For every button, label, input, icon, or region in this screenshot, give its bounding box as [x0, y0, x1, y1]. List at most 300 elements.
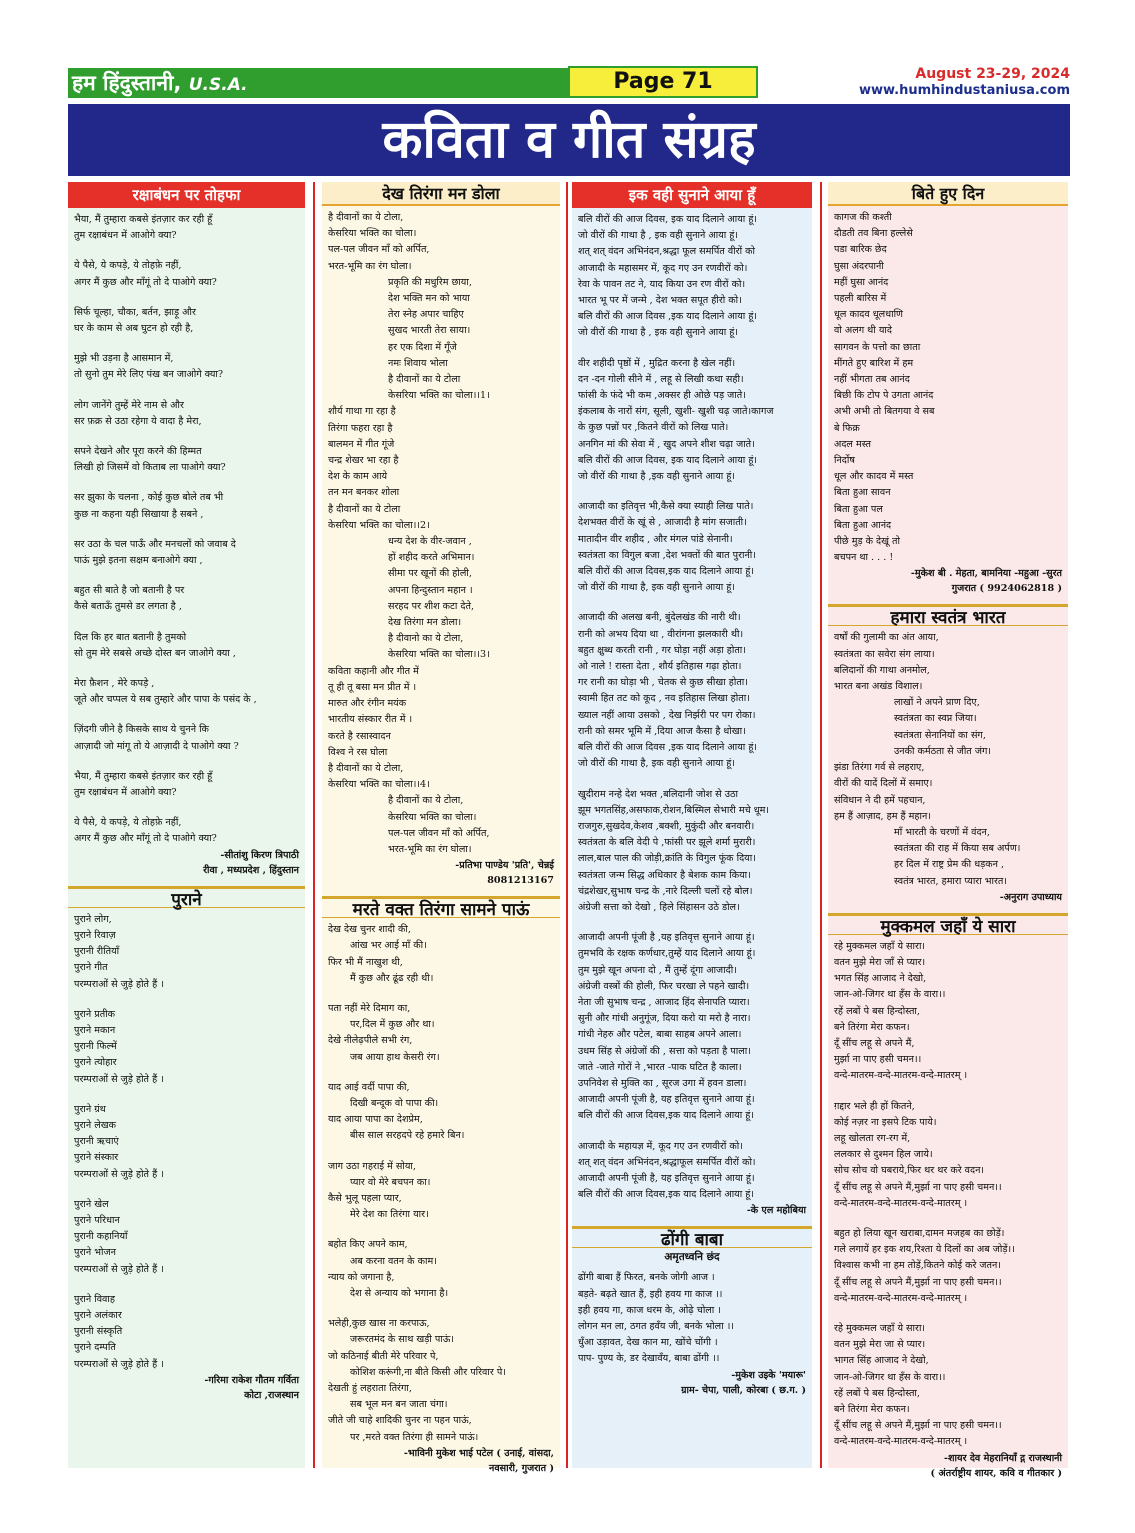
- poem-line: कैसे भुलू पहला प्यार,: [328, 1192, 402, 1204]
- poem-line: आजादी अपनी पूंजी है ,यह इतिवृत्त सुनाने आया हूं।: [578, 932, 755, 944]
- poem-line: विश्व ने रस घोला: [328, 746, 388, 758]
- poem-line: परम्पराओं से जुड़े होते हैं ।: [74, 1168, 164, 1180]
- poem-line: पुराने लेखक: [74, 1119, 116, 1131]
- poem-line: देश से अन्याय को भगाना है।: [350, 1287, 449, 1299]
- stanza-gap: [74, 476, 299, 490]
- poem-line: पुराने भोजन: [74, 1247, 116, 1259]
- poem-line: जान-ओ-जिगर था हँस के वारा।।: [834, 1371, 946, 1383]
- poem-line: घर के काम से अब घुटन हो रही है,: [74, 323, 194, 335]
- poem-line: लहू खोलता रग-रग में,: [834, 1132, 911, 1144]
- poem-line: नहीं भीगता तब आनंद: [834, 374, 910, 386]
- poem-line: बलि वीरों की आज दिवस,इक याद दिलाने आया हूं।: [578, 1110, 755, 1122]
- poem-line: पुराने ग्रंथ: [74, 1103, 106, 1115]
- poem-line: बहोत किए अपने काम,: [328, 1239, 408, 1251]
- poem-line: दूँ सींच लहू से अपने मैं,मुर्झा ना पाए हसी चमन।।: [834, 1420, 1002, 1432]
- poem-line: भैया, मैं तुम्हारा कबसे इंतज़ार कर रही हूँ: [74, 770, 213, 782]
- brand-hindi: हम हिंदुस्तानी,: [72, 71, 182, 95]
- poem-line: हम हैं आज़ाद, हम हैं महान।: [834, 810, 931, 822]
- poem-line: बहुत क्षुब्ध करती रानी , गर घोड़ा नहीं अड़ा होता।: [578, 644, 746, 656]
- poem-line: नमः शिवाय भोला: [388, 357, 448, 369]
- poem-line: रहे मुक्कमल जहाँ ये सारा।: [834, 1322, 926, 1334]
- poem-line: ढोंगी बाबा हैं फिरत, बनके जोगी आज ।: [578, 1272, 715, 1284]
- poem-line: स्वतंत्रता का सवेरा संग लाया।: [834, 648, 935, 660]
- poem-line: पर ,मरते वक्त तिरंगा ही सामने पाऊं।: [350, 1431, 479, 1443]
- section-gap: [322, 1476, 560, 1484]
- column-divider: [313, 182, 315, 1468]
- column-1: [68, 182, 305, 1468]
- poem-line: परम्पराओं से जुड़े होते हैं ।: [74, 1073, 164, 1085]
- poem-line: सुनी और गांधी अनुगूंज, दिया करो या मरो है नारा।: [578, 1013, 751, 1025]
- poem-line: बहुत हो लिया खून खराबा,दामन मजहब का छोड़ें।: [834, 1227, 1005, 1239]
- poem-line: जो कठिनाई बीती मेरे परिवार पे,: [328, 1350, 439, 1362]
- poem-line: जूते और चप्पल ये सब तुम्हारे और पापा के पसंद के ,: [74, 694, 257, 706]
- poem-line: बीस साल सरहदपे रहे हमारे बिन।: [350, 1130, 465, 1142]
- poem-line: हर दिल में राष्ट्र प्रेम की धड़कन ,: [894, 859, 1005, 871]
- poem-line: रहें लबों पे बस हिन्दोस्ता,: [834, 1005, 920, 1017]
- stanza-gap: [74, 755, 299, 769]
- poem-line: दन -दन गोली सीने में , लहू से लिखी कथा सही।: [578, 373, 744, 385]
- poem-title: बिते हुए दिन: [828, 182, 1068, 206]
- poem-body: [322, 206, 560, 858]
- poem-line: रानी को अभय दिया था , वीरांगना झलकारी थी।: [578, 628, 744, 640]
- stanza-gap: [74, 1183, 299, 1197]
- poem-line: पुराने गीत: [74, 962, 108, 974]
- poem-line: भैया, मैं तुम्हारा कबसे इंतज़ार कर रही हूँ: [74, 214, 213, 225]
- poem-line: पुरानी कहानियाँ: [74, 1231, 128, 1243]
- poem-line: पीछे मुड़ के देखूं तो: [834, 536, 900, 548]
- poem-subtitle: अमृतध्वनि छंद: [664, 1251, 720, 1264]
- poem-section: [68, 886, 305, 1411]
- poem-author: गुजरात ( 9924062818 ): [951, 583, 1062, 595]
- poem-line: प्यार वो मेरे बचपन का।: [350, 1176, 431, 1188]
- poem-line: बलि वीरों की आज दिवस ,इक याद दिलाने आया हूं।: [578, 742, 758, 754]
- poem-author: -भाविनी मुकेश भाई पटेल ( उनाई, वांसदा,: [403, 1447, 554, 1459]
- poem-line: पहली बारिस में: [834, 293, 887, 305]
- poem-line: बचपन था . . . !: [834, 552, 894, 564]
- poem-line: पुरानी ऋचाएं: [74, 1136, 119, 1148]
- poem-line: पल-पल जीवन माँ को अर्पित,: [328, 244, 430, 256]
- poem-line: बलि वीरों की आज दिवस,इक याद दिलाने आया हूं।: [578, 1189, 755, 1201]
- column-2: [322, 182, 560, 1474]
- poem-line: जब आया हाथ केसरी रंग।: [350, 1051, 440, 1063]
- poem-body: [828, 935, 1068, 1451]
- poem-line: इंकलाब के नारों संग, सूली, खुशी- खुशी चढ़ जाते।कागज: [578, 406, 774, 418]
- poem-line: हों शहीद करते अभिमान।: [388, 552, 475, 564]
- poem-section: [572, 182, 812, 1226]
- poem-line: लाल,बाल पाल की जोड़ी,क्रांति के विगुल फूंक दिया।: [578, 853, 756, 865]
- stanza-gap: [834, 1307, 1062, 1321]
- poem-line: वर्षों की गुलामी का अंत आया,: [834, 632, 939, 644]
- poem-line: केसरिया भक्ति का चोला।।2।: [328, 519, 430, 531]
- poem-line: सरहद पर शीश कटा देते,: [388, 600, 475, 612]
- poem-line: है दीवानों का ये टोला: [328, 503, 401, 515]
- poem-line: सपने देखने और पूरा करने की हिम्मत: [74, 446, 202, 458]
- poem-line: देशभक्त वीरों के खूं से , आजादी है मांग सजाती।: [578, 517, 747, 529]
- poem-line: फांसी के फंदे भी कम ,अक्सर ही ओछे पड़ जाते।: [578, 390, 746, 402]
- poem-line: भरत-भूमि का रंग घोला।: [328, 260, 412, 272]
- stanza-gap: [74, 569, 299, 583]
- stanza-gap: [74, 523, 299, 537]
- poem-line: माँ भारती के चरणों में वंदन,: [894, 826, 990, 838]
- poem-line: देख देख चुनर शादी की,: [328, 924, 411, 936]
- poem-author: -मुकेश उइके 'मयारू': [731, 1369, 806, 1381]
- poem-line: दूँ सींच लहू से अपने मैं,: [834, 1037, 915, 1049]
- poem-line: अब करना वतन के काम।: [350, 1255, 437, 1267]
- poem-author: -अनुराग उपाध्याय: [999, 891, 1062, 903]
- poem-line: देश भक्ति मन को भाया: [388, 293, 470, 305]
- poem-body: [828, 626, 1068, 889]
- poem-line: लाखों ने अपने प्राण दिए,: [894, 697, 980, 709]
- poem-title: मुक्कमल जहाँ ये सारा: [828, 913, 1068, 935]
- poem-body: [572, 208, 812, 1203]
- page-number: Page 71: [568, 66, 758, 98]
- poem-line: बने तिरंगा मेरा कफन।: [834, 1021, 910, 1033]
- poem-line: कुछ ना कहना यही सिखाया है सबने ,: [74, 508, 204, 520]
- poem-line: महीं घुसा आनंद: [834, 276, 889, 288]
- poem-line: वन्दे-मातरम-वन्दे-मातरम-वन्दे-मातरम् ।: [834, 1292, 968, 1304]
- section-gap: [828, 905, 1068, 913]
- poem-title: मरते वक्त तिरंगा सामने पाऊं: [322, 896, 560, 918]
- issue-date: August 23-29, 2024: [915, 66, 1070, 82]
- poem-line: अपना हिन्दुस्तान महान ।: [388, 584, 473, 596]
- poem-line: अगर मैं कुछ और माँगूं तो दे पाओगे क्या?: [74, 276, 217, 288]
- poem-line: भगत सिंह आजाद ने देखो,: [834, 973, 927, 985]
- poem-line: मुझे भी उड़ना है आसमान में,: [74, 353, 174, 365]
- stanza-gap: [578, 596, 806, 610]
- poem-line: पुराने लोग,: [74, 913, 112, 925]
- poem-line: धन्य देश के वीर-जवान ,: [388, 536, 472, 548]
- poem-line: अनगिन मां की सेवा में , खुद अपने शीश चढ़ा जाते।: [578, 438, 755, 450]
- brand-name: [68, 68, 604, 98]
- poem-line: जान-ओ-जिगर था हँस के वारा।।: [834, 989, 946, 1001]
- poem-line: के कुछ पन्नों पर ,कितने वीरों को लिख पाते।: [578, 422, 729, 434]
- poem-line: धुँआ उड़ावत, देख कान मा, खोंचे चोंगी ।: [578, 1337, 718, 1349]
- stanza-gap: [578, 916, 806, 930]
- poem-line: है दीवानों का ये टोला: [388, 374, 461, 386]
- poem-line: वीर शहीदी पृष्ठों में , मुद्रित करना है खेल नहीं।: [578, 357, 736, 369]
- poem-line: आजादी के महासमर में, कूद गए उन रणवीरों को।: [578, 262, 748, 274]
- section-gap: [322, 888, 560, 896]
- poem-section: [322, 182, 560, 896]
- poem-line: स्वतंत्रता का विगुल बजा ,देश भक्तों की बात पुरानी।: [578, 549, 756, 561]
- poem-author: 8081213167: [487, 875, 554, 887]
- column-4: [828, 182, 1068, 1479]
- poem-line: वन्दे-मातरम-वन्दे-मातरम-वन्दे-मातरम् ।: [834, 1070, 968, 1082]
- poem-line: सुखद भारती तेरा साया।: [388, 325, 471, 337]
- poem-line: स्वतंत्रता जन्म सिद्ध अधिकार है बेशक काम किया।: [578, 869, 751, 881]
- poem-line: उधम सिंह से अंग्रेजों की , सत्ता को पड़ता है पाला।: [578, 1045, 751, 1057]
- poem-line: वो अलग थी यादे: [834, 325, 892, 337]
- poem-body: [828, 206, 1068, 566]
- poem-line: हर एक दिशा में गूँजे: [388, 341, 457, 353]
- poem-title: हमारा स्वतंत्र भारत: [828, 604, 1068, 626]
- poem-line: तिरंगा फहरा रहा है: [328, 422, 393, 434]
- section-banner: कविता व गीत संग्रह: [68, 104, 1070, 176]
- poem-title: रक्षाबंधन पर तोहफा: [68, 182, 305, 208]
- poem-line: जो वीरों की गाथा है , इक वही सुनाने आया हूं।: [578, 230, 739, 242]
- poem-line: जो वीरों की गाथा है, इक वही सुनाने आया हूं।: [578, 582, 735, 594]
- poem-line: परम्पराओं से जुड़े होते हैं ।: [74, 1358, 164, 1370]
- poem-line: ललकार से दुश्मन हिल जाये।: [834, 1149, 933, 1161]
- poem-line: पल-पल जीवन माँ को अर्पित,: [388, 827, 490, 839]
- poem-line: सर फ़क्र से उठा रहेगा ये वादा है मेरा,: [74, 415, 202, 427]
- poem-line: आंख भर आई माँ की।: [350, 940, 427, 952]
- poem-line: जो वीरों की गाथा है , इक वही सुनाने आया हूं।: [578, 327, 739, 339]
- stanza-gap: [74, 384, 299, 398]
- poem-author: -शायर देव मेहरानियाँ द्ग राजस्थानी: [944, 1452, 1062, 1464]
- poem-line: झूम भगतसिंह,असफाक,रोशन,बिस्मिल सेभारी मचे धूम।: [578, 804, 769, 816]
- poem-line: केसरिया भक्ति का चोला।।3।: [388, 649, 490, 661]
- poem-author: रीवा , मध्यप्रदेश , हिंदुस्तान: [203, 864, 299, 876]
- poem-body: [572, 1266, 812, 1367]
- poem-line: तुम रक्षाबंधन में आओगे क्या?: [74, 787, 177, 799]
- stanza-gap: [328, 1302, 554, 1316]
- section-gap: [68, 878, 305, 886]
- stanza-gap: [328, 1066, 554, 1080]
- stanza-gap: [578, 342, 806, 356]
- poem-line: इही हवय गा, काज धरम के, ओढ़े चोला ।: [578, 1304, 721, 1316]
- poem-line: घुसा अंदरपानी: [834, 260, 884, 272]
- poem-line: चन्द्र शेखर भा रहा है: [328, 455, 399, 467]
- poem-line: जाते -जाते गोरों ने ,भारत -पाक घटित है काला।: [578, 1061, 742, 1073]
- poem-line: लोग जानेंगे तुम्हें मेरे नाम से और: [74, 399, 184, 411]
- brand-usa: U.S.A.: [188, 75, 248, 95]
- poem-line: केसरिया भक्ति का चोला।: [388, 811, 477, 823]
- poem-line: करते है रसास्वादन: [328, 730, 391, 742]
- poem-line: पुरानी फिल्में: [74, 1041, 117, 1053]
- poem-line: सो तुम मेरे सबसे अच्छे दोस्त बन जाओगे क्या ,: [74, 647, 236, 659]
- poem-line: पुरानी संस्कृति: [74, 1326, 123, 1338]
- poem-line: दिल कि हर बात बतानी है तुमको: [74, 631, 187, 643]
- poem-line: भागत सिंह आजाद ने देखो,: [834, 1355, 929, 1367]
- poem-line: वतन मुझे मेरा जाँ से प्यार।: [834, 956, 926, 968]
- poem-line: उपनिवेश से मुक्ति का , सूरज उगा में हवन डाला।: [578, 1077, 747, 1089]
- poem-line: परम्पराओं से जुड़े होते हैं ।: [74, 978, 164, 990]
- poem-line: कागज की कश्ती: [834, 212, 892, 223]
- poem-line: प्रकृति की मधुरिम छाया,: [388, 276, 472, 288]
- poem-body: [68, 208, 305, 848]
- section-gap: [828, 596, 1068, 604]
- poem-line: जो वीरों की गाथा है ,इक वही सुनाने आया हूं।: [578, 471, 735, 483]
- poem-line: अदल मस्त: [834, 438, 871, 450]
- poem-line: विश्वास कभी ना हम तोड़ें,कितने कोई करे जतन।: [834, 1260, 1001, 1272]
- poem-section: [68, 182, 305, 886]
- stanza-gap: [74, 1088, 299, 1102]
- poem-line: आजादी अपनी पूंजी है, यह इतिवृत्त सुनाने आया हूं।: [578, 1172, 755, 1184]
- poem-line: खुदीराम नन्हे देश भक्त ,बलिदानी जोश से उठा: [578, 788, 739, 800]
- poem-line: पुराने प्रतीक: [74, 1008, 116, 1020]
- poem-line: बलिदानों की गाथा अनमोल,: [834, 664, 930, 676]
- section-gap: [572, 1218, 812, 1226]
- poem-section: [828, 913, 1068, 1489]
- poem-line: केसरिया भक्ति का चोला।।1।: [388, 390, 490, 402]
- stanza-gap: [74, 708, 299, 722]
- poem-line: अगर मैं कुछ और माँगूं तो दे पाओगे क्या?: [74, 833, 217, 845]
- stanza-gap: [328, 1145, 554, 1159]
- masthead: [68, 66, 1070, 100]
- website-link[interactable]: www.humhindustaniusa.com: [858, 83, 1070, 98]
- poem-line: अंग्रेजी सत्ता को देखो , हिले सिंहासन उठे डोल।: [578, 901, 740, 913]
- poem-line: मैं कुछ और ढूंढ रही थी।: [350, 972, 434, 984]
- column-divider: [820, 182, 822, 1468]
- poem-line: शौर्य गाथा गा रहा है: [328, 406, 396, 418]
- poem-line: बलि वीरों की आज दिवस, इक याद दिलाने आया हूं।: [578, 214, 758, 225]
- stanza-gap: [74, 244, 299, 258]
- poem-line: दौडती तव बिना हल्लेसे: [834, 228, 913, 240]
- poem-line: पुराने मकान: [74, 1024, 116, 1036]
- stanza-gap: [74, 291, 299, 305]
- poem-line: शत् शत् वंदन अभिनंदन,श्रद्धाफूल समर्पित वीरों को।: [578, 1156, 756, 1168]
- poem-line: बड़ते- बढ़ते खात हैं, इही हवय गा काज ।।: [578, 1288, 723, 1300]
- poem-line: पुराने रिवाज़: [74, 929, 116, 941]
- poem-line: रेवा के पावन तट ने, याद किया उन रण वीरों को।: [578, 278, 746, 290]
- poem-line: उनकी कर्मठता से जीत जंग।: [894, 745, 991, 757]
- poem-author: -के एल महोबिया: [746, 1205, 806, 1217]
- poem-line: ज़िंदगी जीने है किसके साथ ये चुनने कि: [74, 724, 209, 736]
- poem-body: [68, 908, 305, 1373]
- poem-line: सर उठा के चल पाऊँ और मनचलों को जवाब दे: [74, 538, 236, 550]
- stanza-gap: [74, 993, 299, 1007]
- poem-line: पुराने खेल: [74, 1198, 109, 1210]
- poem-line: अंग्रेजी वस्त्रों की होली, फिर चरखा ले पहने खादी।: [578, 980, 750, 992]
- poem-author: -गरिमा राकेश गौतम गर्विता: [204, 1374, 299, 1386]
- poem-line: अभी अभी तो बितगया वे सब: [834, 406, 935, 418]
- poem-line: स्वतंत्रता के बलि वेदी पे ,फांसी पर झूले शर्मा मुरारी।: [578, 837, 756, 849]
- poem-line: सोच सोच वो घबराये,फिर थर थर करे वदन।: [834, 1165, 985, 1177]
- poem-line: भारत बना अखंड विशाल।: [834, 681, 923, 693]
- poem-line: पडा बारिक छेद: [834, 244, 887, 256]
- poem-line: वन्दे-मातरम-वन्दे-मातरम-वन्दे-मातरम् ।: [834, 1436, 968, 1448]
- stanza-gap: [834, 1085, 1062, 1099]
- poem-line: आजादी की अलख बनी, बुंदेलखंड की नारी थी।: [578, 612, 741, 624]
- poem-line: केसरिया भक्ति का चोला।: [328, 228, 417, 240]
- poem-line: भरत-भूमि का रंग घोला।: [388, 843, 472, 855]
- poem-author: ( अंतर्राष्ट्रीय शायर, कवि व गीतकार ): [930, 1467, 1062, 1479]
- poem-line: है दीवानो का ये टोला,: [388, 633, 464, 645]
- poem-line: झंडा तिरंगा गर्व से लहराए,: [834, 762, 925, 774]
- poem-author: -प्रतिभा पाण्डेय 'प्रति', चेन्नई: [455, 860, 554, 872]
- poem-line: ख्याल नहीं आया उसको , देख निर्झरी पर पग रोका।: [578, 709, 756, 721]
- poem-line: तुम रक्षाबंधन में आओगे क्या?: [74, 230, 177, 242]
- poem-line: पुराने अलंकार: [74, 1309, 122, 1321]
- poem-line: ओ नाले ! रास्ता देता , शौर्य इतिहास गढ़ा होता।: [578, 661, 742, 673]
- poem-line: पुरानी रीतियाँ: [74, 946, 120, 958]
- poem-line: जीते जी चाहे शादिकी चुनर ना पहन पाऊं,: [328, 1415, 472, 1427]
- poem-title: देख तिरंगा मन डोला: [322, 182, 560, 206]
- poem-line: निर्दोष: [834, 455, 855, 467]
- stanza-gap: [74, 1278, 299, 1292]
- poem-title: पुराने: [68, 886, 305, 908]
- poem-section: [322, 896, 560, 1484]
- poem-line: कोई नज़र ना इसपे टिक पाये।: [834, 1116, 937, 1128]
- poem-line: सर झुका के चलना , कोई कुछ बोले तब भी: [74, 492, 224, 504]
- poem-author: कोटा ,राजस्थान: [244, 1389, 299, 1401]
- poem-line: स्वतंत्रता का स्वप्न जिया।: [894, 713, 977, 725]
- poem-line: नेता जी सुभाष चन्द्र , आजाद हिंद सेनापति प्यारा।: [578, 996, 750, 1008]
- stanza-gap: [328, 1223, 554, 1237]
- poem-line: मातादीन वीर शहीद , और मंगल पांडे सेनानी।: [578, 533, 733, 545]
- poem-line: देख तिरंगा मन डोला।: [388, 617, 462, 629]
- poem-line: रहे मुक्कमल जहाँ ये सारा।: [834, 940, 926, 952]
- poem-line: ये पैसे, ये कपड़े, ये तोहफ़े नहीं,: [74, 260, 182, 272]
- poem-line: गांधी नेहरु और पटेल, बाबा साहब अपने आला।: [578, 1029, 742, 1041]
- poem-line: पाऊं मुझे इतना सक्षम बनाओगे क्या ,: [74, 555, 203, 567]
- poem-section: [828, 182, 1068, 604]
- poem-line: बिता हुआ सावन: [834, 487, 891, 499]
- poem-line: दूँ सींच लहू से अपने मैं,मुर्झा ना पाए हसी चमन।।: [834, 1276, 1002, 1288]
- poem-line: बिछी कि टोप पे उगता आनंद: [834, 390, 934, 402]
- stanza-gap: [578, 773, 806, 787]
- poem-line: तेरा स्नेह अपार चाहिए: [388, 309, 464, 321]
- poem-line: ये पैसे, ये कपड़े, ये तोहफ़े नहीं,: [74, 817, 182, 829]
- poem-line: बे फिक्र: [834, 422, 860, 434]
- poem-line: तुमभवि के रक्षक कर्णधार,तुम्हें याद दिलाने आया हूं।: [578, 948, 756, 960]
- poem-line: पुराने विवाह: [74, 1293, 115, 1305]
- poem-line: धूल और कादव में मस्त: [834, 471, 914, 483]
- poem-line: लोगन मन ला, ठगत हवँय जी, बनके भोला ।।: [578, 1320, 734, 1332]
- poem-line: कविता कहानी और गीत में: [328, 665, 419, 677]
- poem-line: स्वतंत्रता की राह में किया सब अर्पण।: [894, 843, 1021, 855]
- poem-line: रानी को समर भूमि में ,दिया आज कैसा है धोखा।: [578, 725, 746, 737]
- stanza-gap: [328, 987, 554, 1001]
- poem-line: सिर्फ चूल्हा, चौका, बर्तन, झाड़ू और: [74, 306, 196, 318]
- poem-line: कैसे बताऊँ तुमसे डर लगता है ,: [74, 601, 182, 613]
- poem-author: ग्राम- चेपा, पाली, कोरबा ( छ.ग. ): [681, 1384, 806, 1396]
- poem-line: राजगुरु,सुखदेव,केशव ,बक्शी, मुकुंदी और बनवारी।: [578, 820, 755, 832]
- poem-line: भारतीय संस्कार रीत में ।: [328, 714, 413, 726]
- stanza-gap: [74, 430, 299, 444]
- poem-line: शत् शत् वंदन अभिनंदन,श्रद्धा फूल समर्पित वीरों को: [578, 246, 755, 258]
- poem-line: वतन मुझे मेरा जा से प्यार।: [834, 1339, 926, 1351]
- poem-line: लिखी हो जिसमें वो किताब ला पाओगे क्या?: [74, 462, 226, 474]
- poem-line: पर,दिल में कुछ और था।: [350, 1019, 435, 1031]
- poem-line: स्वतंत्रता सेनानियों का संग,: [894, 729, 986, 741]
- poem-line: याद आया पापा का देशप्रेम,: [328, 1114, 423, 1126]
- poem-line: न्याय को जगाना है,: [328, 1271, 395, 1283]
- poem-line: है दीवानों का ये टोला,: [328, 212, 404, 223]
- poem-line: परम्पराओं से जुड़े होते हैं ।: [74, 1263, 164, 1275]
- poem-line: चंद्रशेखर,सुभाष चन्द्र के ,नारे दिल्ली चलों रहे बोल।: [578, 885, 753, 897]
- poem-line: धूल कादव धूलधाणि: [834, 309, 903, 321]
- poem-line: संविधान ने दी हमें पहचान,: [834, 794, 926, 806]
- stanza-gap: [74, 616, 299, 630]
- poem-line: तन मन बनकर शोला: [328, 487, 400, 499]
- stanza-gap: [74, 662, 299, 676]
- poem-line: पाप- पुण्य के, डर देखावँय, बाबा ढोंगी ।।: [578, 1353, 720, 1365]
- poem-title: इक वही सुनाने आया हूँ: [572, 182, 812, 208]
- poem-line: दूँ सींच लहू से अपने मैं,मुर्झा ना पाए हसी चमन।।: [834, 1181, 1002, 1193]
- poem-line: बलि वीरों की आज दिवस,इक याद दिलाने आया हूं।: [578, 566, 755, 578]
- poem-line: स्वामी हित तट को कूद , नव इतिहास लिखा होता।: [578, 693, 750, 705]
- poem-line: आज़ादी जो मांगू तो ये आज़ादी दे पाओगे क्या ?: [74, 740, 239, 752]
- poem-line: सब भूल मन बन जाता चंगा।: [350, 1399, 448, 1411]
- poem-line: पुराने संस्कार: [74, 1152, 119, 1164]
- poem-line: बलि वीरों की आज दिवस ,इक याद दिलाने आया हूं।: [578, 311, 758, 323]
- poem-line: रहें लबों पे बस हिन्दोस्ता,: [834, 1387, 920, 1399]
- poem-line: आजादी अपनी पूंजी है, यह इतिवृत्त सुनाने आया हूं।: [578, 1094, 755, 1106]
- poem-line: है दीवानों का ये टोला,: [328, 762, 404, 774]
- poem-line: बहुत सी बाते है जो बतानी है पर: [74, 585, 185, 597]
- column-3: [572, 182, 812, 1468]
- poem-line: बने तिरंगा मेरा कफन।: [834, 1404, 910, 1415]
- poem-line: बालमन में गीत गूंजे: [328, 438, 395, 450]
- poem-author: -मुकेश बी . मेहता, बामनिया -महुआ -सुरत: [910, 568, 1062, 580]
- stanza-gap: [74, 801, 299, 815]
- poem-line: देश के काम आये: [328, 471, 388, 483]
- poem-line: तुम मुझे खून अपना दो , मैं तुम्हें दूंगा आजादी।: [578, 964, 737, 976]
- poem-line: तू ही तू बसा मन प्रीत में ।: [328, 681, 417, 693]
- poem-section: [572, 1226, 812, 1405]
